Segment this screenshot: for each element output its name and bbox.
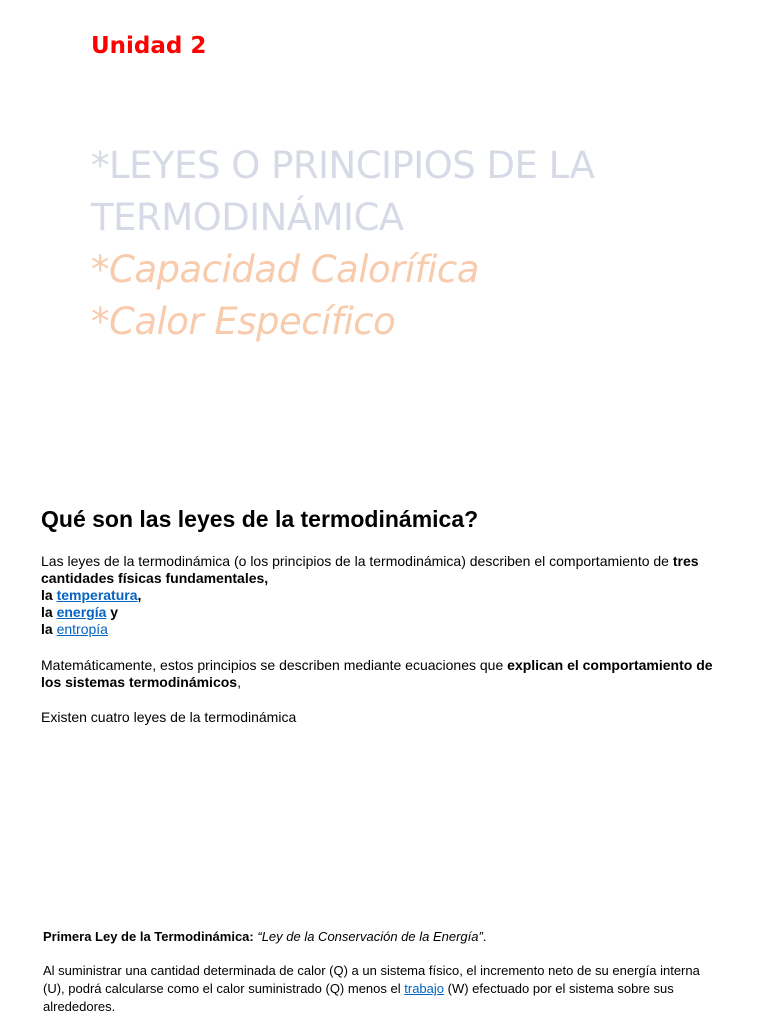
math-bold: explican el comportamiento de los sistemas termodinámicos [41,657,713,690]
first-law-subtitle-end: . [482,929,487,944]
item-entropy-prefix: la [41,621,57,637]
item-energy-prefix: la [41,604,57,620]
intro-paragraph [41,553,722,638]
unit-label: Unidad 2 [91,33,207,59]
temperature-link[interactable]: temperatura [56,587,138,603]
main-title [91,140,594,348]
energy-link[interactable]: energía [56,604,107,620]
math-text: Matemáticamente, estos principios se describen mediante ecuaciones que [41,657,508,673]
first-law-title: Primera Ley de la Termodinámica: [43,929,254,944]
subtitle-heat-capacity: *Capacidad Calorífica [91,248,479,291]
work-link[interactable]: trabajo [404,981,444,996]
math-suffix: , [237,674,241,690]
subtitle-specific-heat: *Calor Específico [91,300,396,343]
entropy-link[interactable]: entropía [56,621,108,637]
item-energy-suffix: y [106,604,119,620]
item-temperature-prefix: la [41,587,57,603]
four-laws-paragraph [41,709,722,726]
intro-bold: tres cantidades físicas fundamentales, [41,553,699,586]
first-law-block [43,928,722,1016]
first-law-body-start: Al suministrar una cantidad determinada de calor (Q) a un sistema físico, el incremento neto de su energía interna (U), podrá calcularse como el calor suministrado (Q) menos el [43,963,700,996]
first-law-subtitle: “Ley de la Conservación de la Energía” [257,929,483,944]
title-line-1: *LEYES O PRINCIPIOS DE LA [91,144,595,187]
item-temperature-suffix: , [137,587,142,603]
four-laws-text: Existen cuatro leyes de la termodinámica [41,709,297,725]
title-line-2: TERMODINÁMICA [91,196,404,239]
intro-text: Las leyes de la termodinámica (o los principios de la termodinámica) describen el comportamiento de [41,553,673,569]
first-law-body-end: (W) efectuado por el sistema sobre sus alrededores. [43,981,674,1014]
math-paragraph [41,657,722,691]
section-heading: Qué son las leyes de la termodinámica? [41,506,479,532]
